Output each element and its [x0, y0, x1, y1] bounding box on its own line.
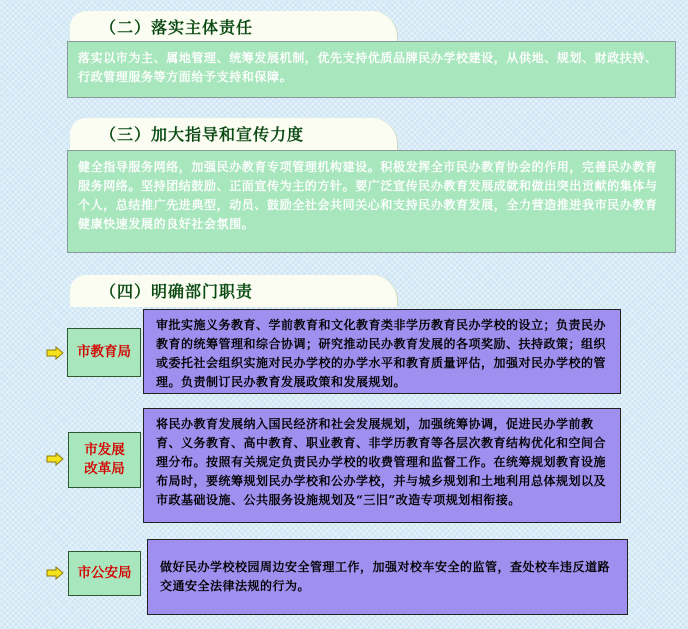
section-heading-3-text: （三）加大指导和宣传力度 — [100, 125, 305, 144]
section-body-2 — [67, 41, 676, 98]
department-label-development-reform-line2: 改革局 — [84, 461, 125, 477]
department-duty-public-security — [147, 539, 628, 615]
right-arrow-icon — [46, 566, 64, 580]
section-body-2-text: 落实以市为主、属地管理、统筹发展机制，优先支持优质品牌民办学校建设，从供地、规划、财政扶持、行政管理服务等方面给予支持和保障。 — [78, 51, 658, 84]
department-label-public-security-text: 市公安局 — [77, 565, 132, 581]
section-body-3-text: 健全指导服务网络，加强民办教育专项管理机构建设。积极发挥全市民办教育协会的作用，完善民办教育服务网络。坚持团结鼓励、正面宣传为主的方针。要广泛宣传民办教育发展成就和做出突出贡献的集体与个人，总结推广先进典型，动员、鼓励全社会共同关心和支持民办教育发展，全力营造推进我市民办教育健康快速发展的良好社会氛围。 — [78, 160, 658, 231]
department-label-public-security — [68, 551, 141, 596]
department-label-development-reform — [68, 432, 141, 488]
department-duty-education — [143, 309, 621, 394]
department-duty-development-reform-text: 将民办教育发展纳入国民经济和社会发展规划，加强统筹协调，促进民办学前教育、义务教育、高中教育、职业教育、非学历教育等各层次教育结构优化和空间合理分布。按照有关规定负责民办学校的收费管理和监督工作。在统筹规划教育设施布局时，要统筹规划民办学校和公办学校，并与城乡规划和土地利用总体规划以及市政基础设施、公共服务设施规划及“三旧”改造专项规划相衔接。 — [156, 417, 607, 507]
right-arrow-icon — [46, 452, 64, 466]
section-heading-4 — [70, 275, 398, 307]
right-arrow-icon — [46, 346, 64, 360]
section-heading-3 — [70, 118, 398, 150]
section-heading-2-text: （二）落实主体责任 — [100, 18, 254, 37]
department-duty-public-security-text: 做好民办学校校园周边安全管理工作，加强对校车安全的监管，查处校车违反道路交通安全法律法规的行为。 — [160, 560, 611, 593]
section-heading-2 — [70, 11, 398, 41]
department-label-education — [67, 328, 141, 377]
section-body-3 — [67, 150, 676, 253]
department-label-education-text: 市教育局 — [77, 344, 131, 360]
department-duty-education-text: 审批实施义务教育、学前教育和文化教育类非学历教育民办学校的设立；负责民办教育的统筹管理和综合协调；研究推动民办教育发展的各项奖励、扶持政策；组织或委托社会组织实施对民办学校的办学水平和教育质量评估，加强对民办学校的管理。负责制订民办教育发展政策和发展规划。 — [156, 318, 607, 389]
section-heading-4-text: （四）明确部门职责 — [100, 282, 254, 301]
department-duty-development-reform — [143, 408, 621, 523]
department-label-development-reform-line1: 市发展 — [84, 442, 125, 458]
